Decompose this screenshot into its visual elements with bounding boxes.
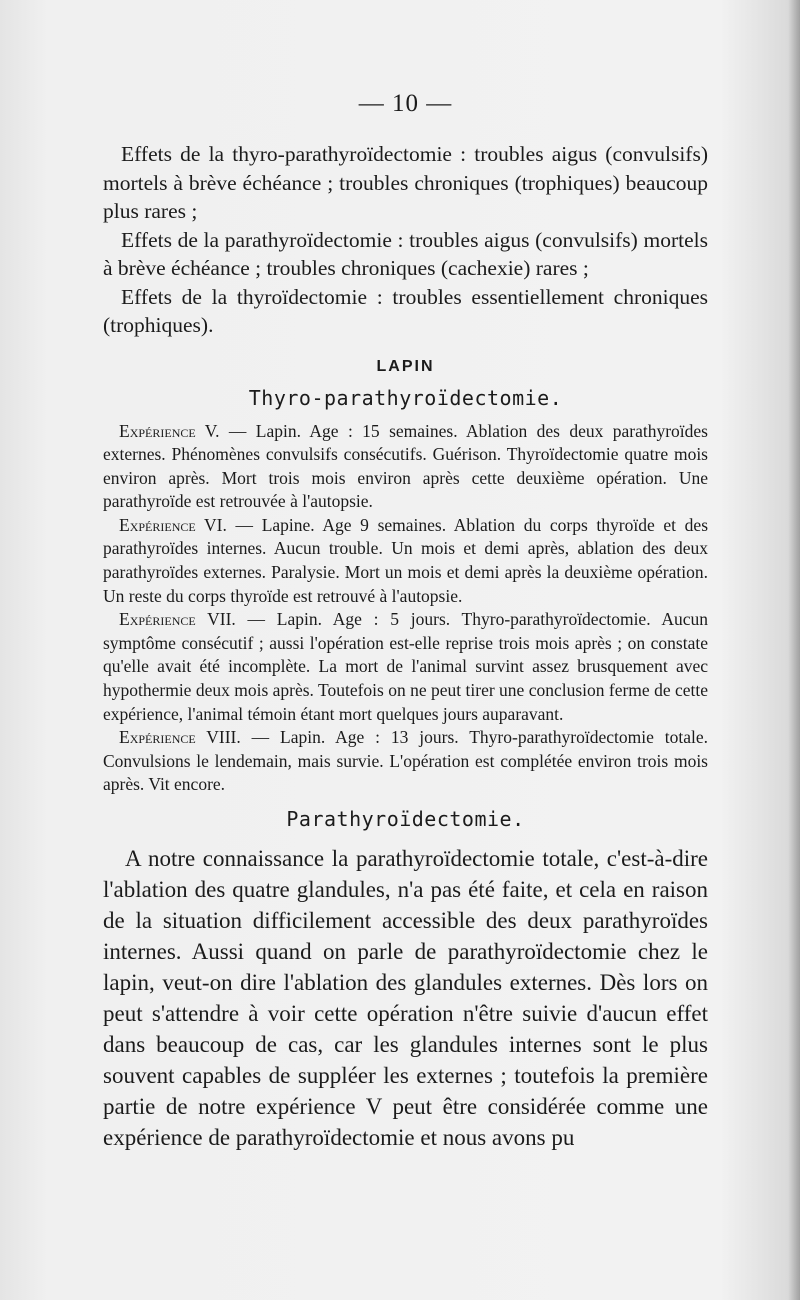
experiment-text: — Lapine. Age 9 semaines. Ablation du corps thyroïde et des parathyroïdes internes. Aucun trouble. Un mois et demi après, ablation des deux parathyroïdes externes. Paralysie. Mort un mois et demi après la deuxième opération. Un reste du corps thyroïde est retrouvé à l'autopsie.	[103, 514, 709, 606]
experiment-viii	[103, 726, 708, 797]
body-text	[103, 843, 708, 1153]
subsection-title-parathyroidectomy: Parathyroïdectomie.	[286, 807, 525, 831]
intro-paragraph-3: Effets de la thyroïdectomie : troubles essentiellement chroniques (trophiques).	[103, 284, 708, 337]
experiment-label: Expérience VI.	[119, 514, 227, 535]
experiment-text: — Lapin. Age : 5 jours. Thyro-parathyroïdectomie. Aucun symptôme consécutif ; aussi l'opération est-elle reprise trois mois après ; on constate qu'elle avait été incomplète. La mort de l'animal survint assez brusquement avec hypothermie deux mois après. Toutefois on ne peut tirer une conclusion ferme de cette expérience, l'animal témoin étant mort quelques jours auparavant.	[103, 609, 709, 724]
subsection-title-thyro-parathyroidectomy: Thyro-parathyroïdectomie.	[248, 385, 563, 410]
body-paragraph: A notre connaissance la parathyroïdectomie totale, c'est-à-dire l'ablation des quatre glandules, n'a pas été faite, et cela en raison de la situation difficilement accessible des deux parathyroïdes internes. Aussi quand on parle de parathyroïdectomie chez le lapin, veut-on dire l'ablation des glandules externes. Dès lors on peut s'attendre à voir cette opération n'être suivie d'aucun effet dans beaucoup de cas, car les glandules internes sont le plus souvent capables de suppléer les externes ; toutefois la première partie de notre expérience V peut être considérée comme une expérience de parathyroïdectomie et nous avons pu	[103, 846, 708, 1150]
experiment-label: Expérience VIII.	[119, 727, 241, 748]
experiment-vi	[103, 514, 708, 608]
page-number: — 10 —	[358, 90, 453, 117]
intro-paragraph-2: Effets de la parathyroïdectomie : troubles aigus (convulsifs) mortels à brève échéance ; troubles chroniques (cachexie) rares ;	[103, 227, 708, 280]
page-content	[103, 90, 708, 1153]
section-title: LAPIN	[376, 357, 435, 375]
intro-paragraph-1: Effets de la thyro-parathyroïdectomie : troubles aigus (convulsifs) mortels à brève échéance ; troubles chroniques (trophiques) beaucoup plus rares ;	[103, 142, 708, 223]
experiment-label: Expérience VII.	[119, 609, 236, 630]
page-edge-shadow	[788, 0, 800, 1300]
experiment-label: Expérience V.	[119, 420, 220, 441]
experiment-text: — Lapin. Age : 15 semaines. Ablation des deux parathyroïdes externes. Phénomènes convulsifs consécutifs. Guérison. Thyroïdectomie quatre mois environ après. Mort trois mois environ après cette deuxième opération. Une parathyroïde est retrouvée à l'autopsie.	[103, 420, 708, 512]
experiment-text: — Lapin. Age : 13 jours. Thyro-parathyroïdectomie totale. Convulsions le lendemain, mais survie. L'opération est complétée environ trois mois après. Vit encore.	[103, 727, 708, 795]
experiment-v	[103, 420, 708, 514]
experiment-vii	[103, 608, 708, 726]
experiment-list	[103, 420, 708, 798]
intro-summary	[103, 140, 708, 340]
